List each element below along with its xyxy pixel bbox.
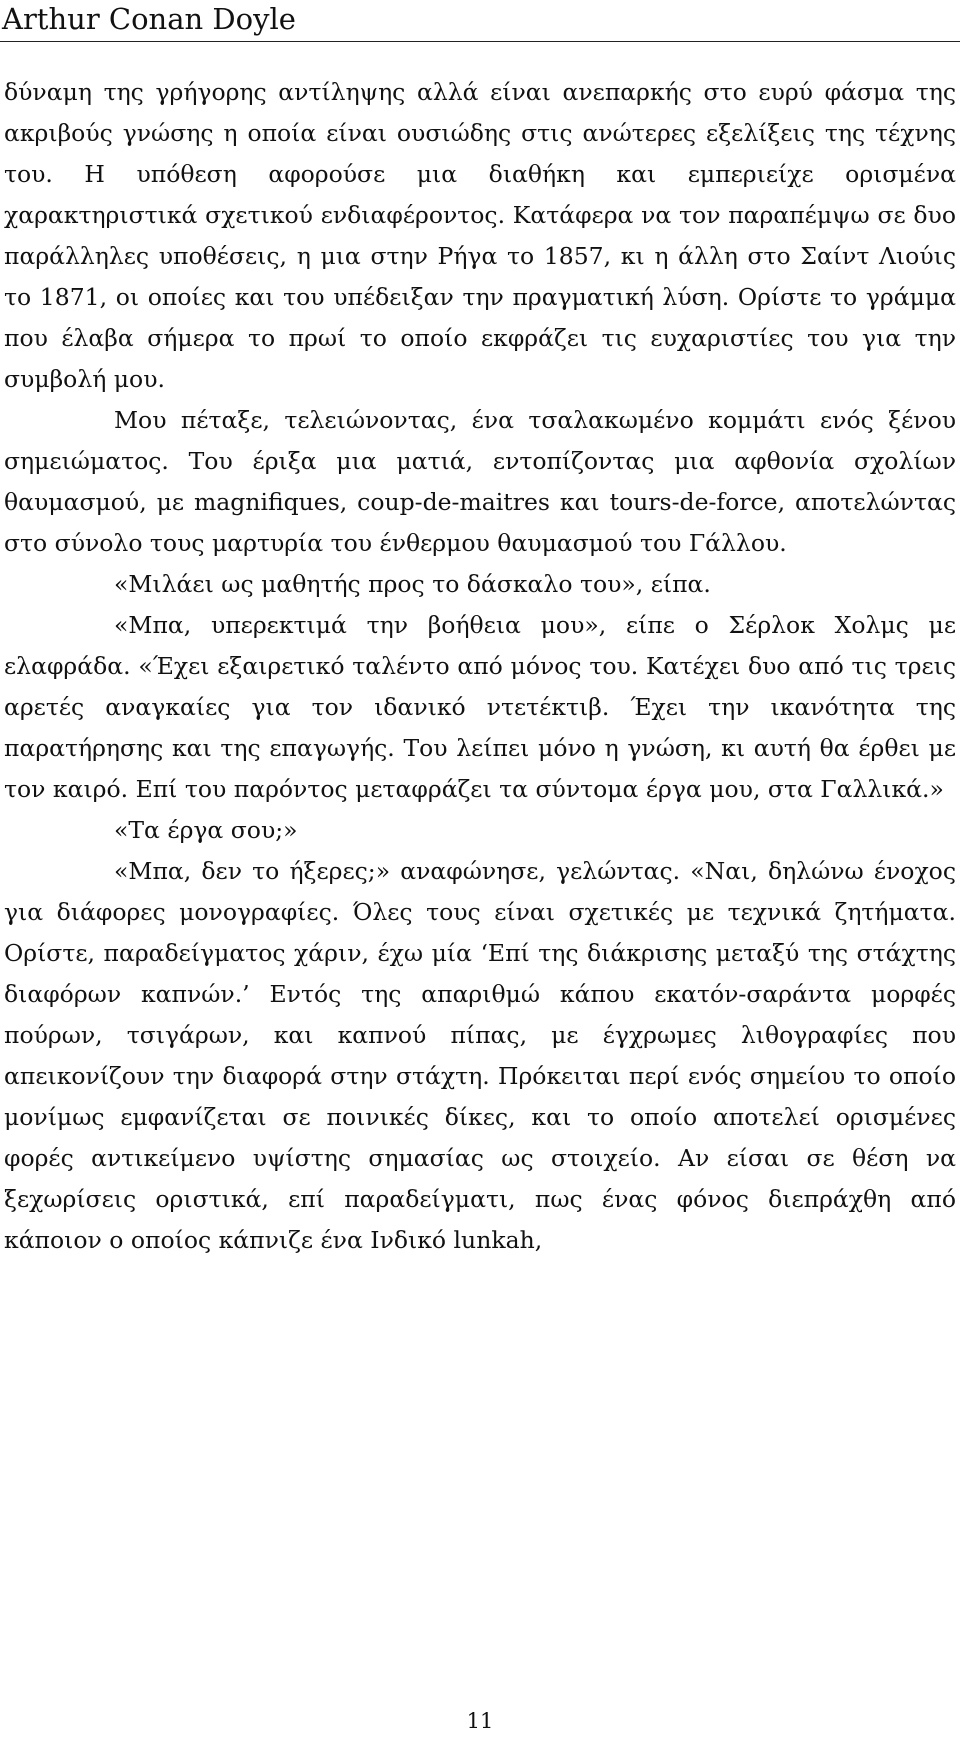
paragraph: Μου πέταξε, τελειώνοντας, ένα τσαλακωμένο κομμάτι ενός ξένου σημειώματος. Του έριξα μια ματιά, εντοπίζοντας μια αφθονία σχολίων θαυμασμού, με magnifiques, coup-de-maitres και tours-de-force, αποτελώντας στο σύνολο τους μαρτυρία του ένθερμου θαυμασμού του Γάλλου.	[4, 406, 956, 557]
running-header	[0, 0, 960, 42]
paragraph: «Μιλάει ως μαθητής προς το δάσκαλο του», είπα.	[114, 570, 711, 598]
page-number: 11	[466, 1709, 494, 1733]
page-body	[4, 72, 956, 1261]
paragraph-continuation: δύναμη της γρήγορης αντίληψης αλλά είναι ανεπαρκής στο ευρύ φάσμα της ακριβούς γνώσης η οποία είναι ουσιώδης στις ανώτερες εξελίξεις της τέχνης του. Η υπόθεση αφορούσε μια διαθήκη και εμπεριείχε ορισμένα χαρακτηριστικά σχετικού ενδιαφέροντος. Κατάφερα να τον παραπέμψω σε δυο παράλληλες υποθέσεις, η μια στην Ρήγα το 1857, κι η άλλη στο Σαίντ Λιούις το 1871, οι οποίες και του υπέδειξαν την πραγματική λύση. Ορίστε το γράμμα που έλαβα σήμερα το πρωί το οποίο εκφράζει τις ευχαριστίες του για την συμβολή μου.	[4, 78, 956, 393]
paragraph: «Μπα, υπερεκτιμά την βοήθεια μου», είπε ο Σέρλοκ Χολμς με ελαφράδα. «Έχει εξαιρετικό ταλέντο από μόνος του. Κατέχει δυο από τις τρεις αρετές αναγκαίες για τον ιδανικό ντετέκτιβ. Έχει την ικανότητα της παρατήρησης και της επαγωγής. Του λείπει μόνο η γνώση, κι αυτή θα έρθει με τον καιρό. Επί του παρόντος μεταφράζει τα σύντομα έργα μου, στα Γαλλικά.»	[4, 611, 956, 803]
paragraph: «Τα έργα σου;»	[114, 816, 298, 844]
running-head-title: Arthur Conan Doyle	[2, 2, 296, 36]
paragraph: «Μπα, δεν το ήξερες;» αναφώνησε, γελώντας. «Ναι, δηλώνω ένοχος για διάφορες μονογραφίες. Όλες τους είναι σχετικές με τεχνικά ζητήματα. Ορίστε, παραδείγματος χάριν, έχω μία ‘Επί της διάκρισης μεταξύ της στάχτης διαφόρων καπνών.’ Εντός της απαριθμώ κάπου εκατόν-σαράντα μορφές πούρων, τσιγάρων, και καπνού πίπας, με έγχρωμες λιθογραφίες που απεικονίζουν την διαφορά στην στάχτη. Πρόκειται περί ενός σημείου το οποίο μονίμως εμφανίζεται σε ποινικές δίκες, και το οποίο αποτελεί ορισμένες φορές αντικείμενο υψίστης σημασίας ως στοιχείο. Αν είσαι σε θέση να ξεχωρίσεις οριστικά, επί παραδείγματι, πως ένας φόνος διεπράχθη από κάποιον ο οποίος κάπνιζε ένα Ινδικό lunkah,	[4, 857, 956, 1254]
